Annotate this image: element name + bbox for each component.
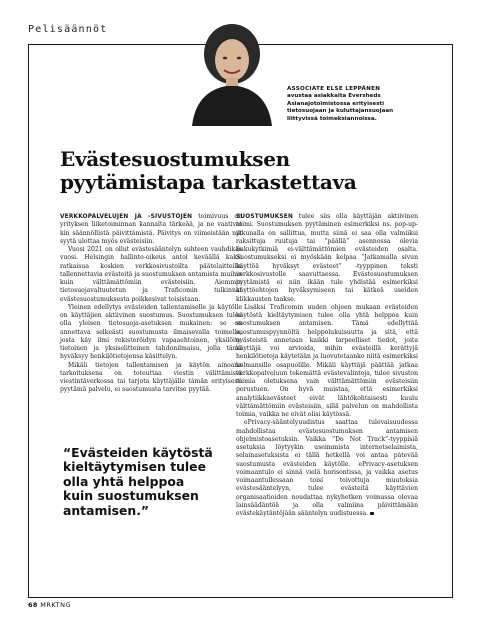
- paragraph: Mikäli tietojen tallentamisen ja käytön ainoana tarkoituksena on toteuttaa viestin välittämistä viestintäverkossa tai tarjota käyttäjälle tämän erityisesti pyytämä palvelu, ei suostumusta tarvitse pyytää.: [60, 361, 242, 394]
- paragraph: VERKKOPALVELUJEN JA -SIVUSTOJEN toimivuus on yrityksen liiketoiminnan kannalta tärkeää, ja ne vaativat kin säännöllistä päivittämistä. Päivitys on viimeistään nyt syytä ulottaa myös evästeisiin.: [60, 213, 243, 245]
- end-mark-icon: [370, 512, 374, 516]
- pull-quote: “Evästeiden käytöstä kieltäytymisen tulee olla yhtä helppoa kuin suostumuksen antamisen.”: [63, 445, 213, 518]
- lead-in: SUOSTUMUKSEN: [236, 214, 294, 220]
- right-column: [236, 213, 418, 518]
- author-caption: [287, 86, 402, 123]
- article-title: Evästesuostumuksen pyytämistapa tarkastettava: [60, 147, 357, 194]
- paragraph: Lisäksi Traficomin uuden ohjeen mukaan evästeiden käytöstä kieltäytymisen tulee olla yhtä helppoa kuin suostumuksen antamisen. Tämä edellyttää suostumuspyynnöltä helppolukuisuutta ja sitä, että evästeistä annetaan kaikki tarpeelliset tiedot, joita käyttäjä voi arvioida, mihin evästeillä kerättyjä henkilötietoja käytetään ja luovutetaanko niitä esimerkiksi kolmansille osapuolille. Mikäli käyttäjä päättää jatkaa verkkopalveluun tekemättä evästevalintoja, tulee sivuston toimia oletuksena vain välttämättömiin evästeisiin perustuen. On hyvä muistaa, että esimerkiksi analytiikkaevästeet eivät lähtökohtaisesti kuulu välttämättömiin evästeisiin, sillä palvelun on mahdollista toimia, vaikka ne eivät olisi käytössä.: [236, 303, 418, 418]
- paragraph: Yleinen edellytys evästeiden tallentamiselle ja käytölle on käyttäjien aktiivinen suostumus. Suostumuksen tulee olla yleisen tietosuoja-asetuksen mukainen: se on annettava selkeästi suostumusta ilmaisevalla toimella, josta käy ilmi rekisteröidyn vapaaehtoinen, yksilöity, tietoinen ja yksiselitteinen tahdonilmaisu, jolla tämä hyväksyy henkilötietojensa käsittelyn.: [60, 303, 242, 361]
- left-column: [60, 213, 242, 395]
- section-label: Pelisäännöt: [28, 24, 108, 35]
- paragraph: ePrivacy-sääntelyuudistus saattaa tulevaisuudessa mahdollistaa evästesuostumuksen antamisen ohjelmistoasetuksin. Vaikka “Do Not Track”-tyyppisiä asetuksia löytyykin useimmista internetselaimista, selainasetuksista ei tällä hetkellä voi antaa pätevää suostumusta evästeiden käytölle. ePrivacy-asetuksen voimaantulo ei sinnä vielä horisontissa, ja vaikka asetus voimaantullessaan toisi toivottuja muutoksia evästesääntelyyn, tulee evästeitä käyttävien organisaatioiden noudattaa nykyhetken voimassa olevaa lainsäädäntöä ja olla valmiina päivittämään evästekäytäntöjään sääntelyn uudistuessa.: [236, 419, 418, 517]
- caption-text: avustaa asiakkaita Eversheds Asianajotoimistossa erityisesti tietosuojaan ja kuluttajansuojaan liittyvissä toimeksiannoissa.: [287, 93, 394, 122]
- page-number: 68: [28, 601, 38, 609]
- caption-name: ASSOCIATE ELSE LEPPÄNEN: [287, 86, 381, 92]
- page-footer: [28, 601, 71, 609]
- paragraph: SUOSTUMUKSEN tulee siis olla käyttäjän aktiivinen toimi. Suostumuksen pyytäminen esimerkiksi ns. pop-up-ikkunalla on sallittua, mutta siinä ei saa olla valmiiksi raksittuja ruutuja tai “päällä” asennossa olevia liukukytkimiä ei-välttämättömien evästeiden osalta. Suostumukseksi ei myöskään kelpaa “Jatkamalla sivun käyttöä hyväksyt evästeet” -tyyppinen teksti verkkosivustolle saavuttaessa. Evästesuostumuksen pyytämistä ei niin ikään tule yhdistää esimerkiksi käyttöehtojen hyväksymiseen tai kätkeä useiden klikkausten taakse.: [236, 213, 418, 303]
- author-portrait: [182, 16, 282, 126]
- paragraph: Vuosi 2021 on ollut evästesääntelyn suhteen vauhdikas vuosi. Helsingin hallinto-oikeus antoi keväällä kaksi ratkaisua koskien verkkosivustoilta päätelaitteille tallennettavia evästeitä ja suostumuksen antamista muihin kuin välttämättömiin evästeisiin. Aiemmin tietosuojavaltuutetun ja Traficomin tulkinnat evästesuostumuksesta poikkesivat toisistaan.: [60, 246, 243, 303]
- lead-in: VERKKOPALVELUJEN JA -SIVUSTOJEN: [60, 214, 193, 220]
- magazine-name: MRKTNG: [40, 601, 71, 609]
